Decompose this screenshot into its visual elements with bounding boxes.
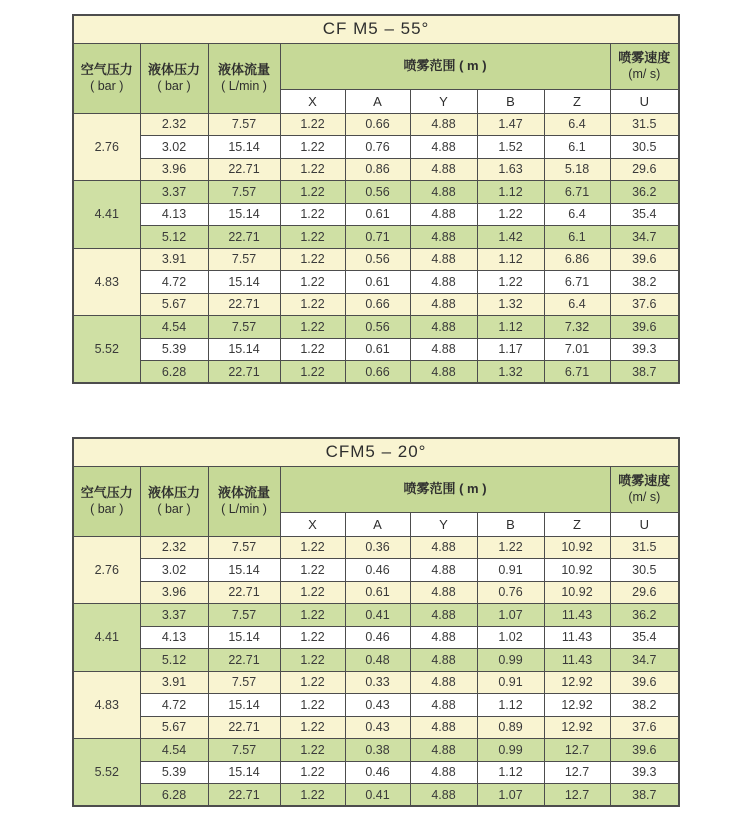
- data-cell: 0.61: [345, 271, 410, 294]
- data-cell: 22.71: [208, 716, 280, 739]
- data-cell: 3.96: [140, 581, 208, 604]
- data-cell: 11.43: [544, 626, 610, 649]
- data-cell: 1.22: [280, 559, 345, 582]
- data-cell: 7.57: [208, 671, 280, 694]
- data-cell: 1.22: [280, 226, 345, 249]
- data-cell: 0.61: [345, 338, 410, 361]
- data-cell: 15.14: [208, 761, 280, 784]
- data-cell: 1.22: [280, 271, 345, 294]
- table-title: CF M5 – 55°: [73, 15, 679, 43]
- air-pressure-unit: ( bar ): [90, 79, 124, 94]
- col-header-air-pressure: [73, 43, 140, 113]
- table-row: [73, 671, 679, 694]
- data-cell: 29.6: [610, 158, 679, 181]
- col-header-liquid-pressure: [140, 466, 208, 536]
- data-cell: 1.22: [280, 316, 345, 339]
- table-row: [73, 716, 679, 739]
- data-cell: 30.5: [610, 559, 679, 582]
- data-cell: 22.71: [208, 226, 280, 249]
- data-cell: 29.6: [610, 581, 679, 604]
- air-pressure-cell: 4.83: [73, 671, 140, 739]
- col-header-spray-range: 喷雾范围 ( m ): [280, 43, 610, 89]
- data-cell: 0.66: [345, 113, 410, 136]
- data-cell: 7.57: [208, 248, 280, 271]
- data-cell: 1.22: [280, 136, 345, 159]
- data-cell: 4.88: [410, 113, 477, 136]
- data-cell: 0.41: [345, 784, 410, 807]
- data-cell: 4.88: [410, 559, 477, 582]
- data-cell: 1.12: [477, 316, 544, 339]
- data-cell: 1.22: [477, 203, 544, 226]
- data-cell: 6.71: [544, 181, 610, 204]
- air-pressure-cell: 4.83: [73, 248, 140, 316]
- data-cell: 30.5: [610, 136, 679, 159]
- data-cell: 6.71: [544, 361, 610, 384]
- data-cell: 1.22: [280, 604, 345, 627]
- col-header-liquid-flow: [208, 43, 280, 113]
- data-cell: 1.52: [477, 136, 544, 159]
- sub-col-y: Y: [410, 512, 477, 536]
- data-cell: 31.5: [610, 536, 679, 559]
- data-cell: 22.71: [208, 158, 280, 181]
- data-cell: 1.22: [477, 536, 544, 559]
- data-cell: 12.92: [544, 671, 610, 694]
- data-cell: 4.54: [140, 316, 208, 339]
- table-row: [73, 158, 679, 181]
- table-body: [73, 536, 679, 806]
- data-cell: 1.22: [280, 784, 345, 807]
- data-cell: 1.32: [477, 293, 544, 316]
- data-cell: 15.14: [208, 626, 280, 649]
- spec-table-cfm5-55: [72, 14, 680, 384]
- liquid-pressure-label: 液体压力: [147, 61, 200, 77]
- sub-col-b: B: [477, 89, 544, 113]
- data-cell: 4.88: [410, 716, 477, 739]
- data-cell: 7.57: [208, 604, 280, 627]
- air-pressure-cell: 4.41: [73, 604, 140, 672]
- data-cell: 2.32: [140, 113, 208, 136]
- data-cell: 38.7: [610, 784, 679, 807]
- data-cell: 7.57: [208, 316, 280, 339]
- data-cell: 38.2: [610, 694, 679, 717]
- data-cell: 1.22: [280, 248, 345, 271]
- data-cell: 1.12: [477, 694, 544, 717]
- data-cell: 6.1: [544, 226, 610, 249]
- data-cell: 4.88: [410, 604, 477, 627]
- data-cell: 0.56: [345, 181, 410, 204]
- data-cell: 39.6: [610, 316, 679, 339]
- table-row: [73, 293, 679, 316]
- data-cell: 7.32: [544, 316, 610, 339]
- sub-col-a: A: [345, 89, 410, 113]
- data-cell: 4.72: [140, 694, 208, 717]
- data-cell: 4.54: [140, 739, 208, 762]
- data-cell: 1.22: [280, 649, 345, 672]
- data-cell: 0.61: [345, 581, 410, 604]
- col-header-spray-speed: [610, 43, 679, 89]
- data-cell: 0.36: [345, 536, 410, 559]
- air-pressure-unit: ( bar ): [90, 502, 124, 517]
- table-row: [73, 761, 679, 784]
- data-cell: 3.02: [140, 136, 208, 159]
- air-pressure-label: 空气压力: [80, 61, 133, 77]
- data-cell: 0.91: [477, 559, 544, 582]
- data-cell: 7.57: [208, 536, 280, 559]
- data-cell: 22.71: [208, 649, 280, 672]
- data-cell: 39.6: [610, 671, 679, 694]
- sub-col-b: B: [477, 512, 544, 536]
- data-cell: 4.88: [410, 536, 477, 559]
- data-cell: 4.88: [410, 649, 477, 672]
- data-cell: 38.7: [610, 361, 679, 384]
- data-cell: 36.2: [610, 604, 679, 627]
- data-cell: 4.88: [410, 761, 477, 784]
- spray-speed-label: 喷雾速度: [618, 49, 671, 65]
- data-cell: 4.13: [140, 203, 208, 226]
- data-cell: 4.88: [410, 784, 477, 807]
- data-cell: 1.22: [280, 181, 345, 204]
- data-cell: 4.88: [410, 226, 477, 249]
- table-row: [73, 784, 679, 807]
- data-cell: 4.88: [410, 739, 477, 762]
- data-cell: 4.88: [410, 158, 477, 181]
- data-cell: 4.88: [410, 248, 477, 271]
- data-cell: 1.22: [280, 761, 345, 784]
- data-cell: 1.63: [477, 158, 544, 181]
- data-cell: 1.02: [477, 626, 544, 649]
- data-cell: 6.28: [140, 784, 208, 807]
- data-cell: 3.91: [140, 248, 208, 271]
- table-row: [73, 226, 679, 249]
- table-row: [73, 203, 679, 226]
- data-cell: 10.92: [544, 559, 610, 582]
- col-header-spray-range: 喷雾范围 ( m ): [280, 466, 610, 512]
- data-cell: 7.57: [208, 181, 280, 204]
- data-cell: 11.43: [544, 649, 610, 672]
- data-cell: 0.76: [477, 581, 544, 604]
- col-header-air-pressure: [73, 466, 140, 536]
- data-cell: 0.66: [345, 293, 410, 316]
- table-row: [73, 113, 679, 136]
- data-cell: 0.66: [345, 361, 410, 384]
- data-cell: 5.18: [544, 158, 610, 181]
- data-cell: 3.02: [140, 559, 208, 582]
- data-cell: 12.7: [544, 739, 610, 762]
- data-cell: 5.12: [140, 226, 208, 249]
- data-cell: 4.88: [410, 136, 477, 159]
- data-cell: 37.6: [610, 716, 679, 739]
- data-cell: 1.42: [477, 226, 544, 249]
- table-row: [73, 739, 679, 762]
- data-cell: 6.4: [544, 203, 610, 226]
- data-cell: 1.17: [477, 338, 544, 361]
- air-pressure-cell: 2.76: [73, 113, 140, 181]
- data-cell: 2.32: [140, 536, 208, 559]
- data-cell: 35.4: [610, 203, 679, 226]
- sub-col-u: U: [610, 89, 679, 113]
- data-cell: 12.7: [544, 761, 610, 784]
- data-cell: 0.61: [345, 203, 410, 226]
- data-cell: 3.91: [140, 671, 208, 694]
- data-cell: 15.14: [208, 136, 280, 159]
- data-cell: 0.71: [345, 226, 410, 249]
- table-row: [73, 181, 679, 204]
- sub-col-x: X: [280, 89, 345, 113]
- data-cell: 37.6: [610, 293, 679, 316]
- data-cell: 6.71: [544, 271, 610, 294]
- data-cell: 0.56: [345, 316, 410, 339]
- data-cell: 1.07: [477, 604, 544, 627]
- data-cell: 1.22: [280, 113, 345, 136]
- data-cell: 1.22: [280, 694, 345, 717]
- data-cell: 6.4: [544, 113, 610, 136]
- data-cell: 3.37: [140, 604, 208, 627]
- table-title-row: [73, 438, 679, 466]
- sub-col-u: U: [610, 512, 679, 536]
- air-pressure-cell: 5.52: [73, 316, 140, 384]
- data-cell: 34.7: [610, 649, 679, 672]
- data-cell: 0.43: [345, 694, 410, 717]
- data-cell: 31.5: [610, 113, 679, 136]
- data-cell: 0.99: [477, 649, 544, 672]
- data-cell: 1.22: [280, 536, 345, 559]
- liquid-flow-label: 液体流量: [217, 61, 270, 77]
- liquid-pressure-label: 液体压力: [147, 484, 200, 500]
- data-cell: 12.92: [544, 716, 610, 739]
- data-cell: 1.22: [280, 671, 345, 694]
- data-cell: 0.86: [345, 158, 410, 181]
- table-title-row: [73, 15, 679, 43]
- data-cell: 6.28: [140, 361, 208, 384]
- data-cell: 22.71: [208, 784, 280, 807]
- data-cell: 5.39: [140, 761, 208, 784]
- data-cell: 0.91: [477, 671, 544, 694]
- data-cell: 1.47: [477, 113, 544, 136]
- data-cell: 0.38: [345, 739, 410, 762]
- sub-col-z: Z: [544, 89, 610, 113]
- data-cell: 1.22: [280, 338, 345, 361]
- col-header-spray-speed: [610, 466, 679, 512]
- data-cell: 4.88: [410, 581, 477, 604]
- sub-col-z: Z: [544, 512, 610, 536]
- data-cell: 5.67: [140, 716, 208, 739]
- data-cell: 0.46: [345, 559, 410, 582]
- table-row: [73, 694, 679, 717]
- data-cell: 0.56: [345, 248, 410, 271]
- data-cell: 15.14: [208, 694, 280, 717]
- table-row: [73, 536, 679, 559]
- data-cell: 1.12: [477, 761, 544, 784]
- data-cell: 3.96: [140, 158, 208, 181]
- data-cell: 12.92: [544, 694, 610, 717]
- data-cell: 1.22: [280, 203, 345, 226]
- data-cell: 35.4: [610, 626, 679, 649]
- data-cell: 39.3: [610, 338, 679, 361]
- data-cell: 39.6: [610, 248, 679, 271]
- data-cell: 1.22: [280, 293, 345, 316]
- data-cell: 38.2: [610, 271, 679, 294]
- data-cell: 4.88: [410, 671, 477, 694]
- table-row: [73, 361, 679, 384]
- table-title: CFM5 – 20°: [73, 438, 679, 466]
- air-pressure-label: 空气压力: [80, 484, 133, 500]
- air-pressure-cell: 2.76: [73, 536, 140, 604]
- data-cell: 39.6: [610, 739, 679, 762]
- air-pressure-cell: 5.52: [73, 739, 140, 807]
- data-cell: 5.12: [140, 649, 208, 672]
- table-row: [73, 271, 679, 294]
- data-cell: 15.14: [208, 203, 280, 226]
- data-cell: 4.88: [410, 338, 477, 361]
- data-cell: 39.3: [610, 761, 679, 784]
- table-row: [73, 338, 679, 361]
- header-row-main: [73, 466, 679, 512]
- sub-col-y: Y: [410, 89, 477, 113]
- data-cell: 1.22: [280, 581, 345, 604]
- header-row-main: [73, 43, 679, 89]
- data-cell: 4.88: [410, 203, 477, 226]
- data-cell: 0.46: [345, 761, 410, 784]
- data-cell: 36.2: [610, 181, 679, 204]
- data-cell: 22.71: [208, 361, 280, 384]
- data-cell: 3.37: [140, 181, 208, 204]
- liquid-pressure-unit: ( bar ): [157, 502, 191, 517]
- data-cell: 1.12: [477, 248, 544, 271]
- data-cell: 1.07: [477, 784, 544, 807]
- air-pressure-cell: 4.41: [73, 181, 140, 249]
- liquid-flow-unit: ( L/min ): [221, 79, 267, 94]
- data-cell: 1.32: [477, 361, 544, 384]
- data-cell: 15.14: [208, 271, 280, 294]
- data-cell: 5.39: [140, 338, 208, 361]
- data-cell: 4.88: [410, 694, 477, 717]
- data-cell: 4.88: [410, 293, 477, 316]
- liquid-pressure-unit: ( bar ): [157, 79, 191, 94]
- data-cell: 0.41: [345, 604, 410, 627]
- table-row: [73, 316, 679, 339]
- sub-col-a: A: [345, 512, 410, 536]
- data-cell: 4.88: [410, 181, 477, 204]
- data-cell: 1.22: [280, 739, 345, 762]
- data-cell: 15.14: [208, 559, 280, 582]
- data-cell: 0.99: [477, 739, 544, 762]
- data-cell: 4.72: [140, 271, 208, 294]
- spec-table-cfm5-20: [72, 437, 680, 807]
- spray-speed-unit: (m/ s): [628, 67, 661, 82]
- data-cell: 7.01: [544, 338, 610, 361]
- data-cell: 1.22: [280, 361, 345, 384]
- table-row: [73, 559, 679, 582]
- data-cell: 1.22: [280, 158, 345, 181]
- data-cell: 6.86: [544, 248, 610, 271]
- data-cell: 0.76: [345, 136, 410, 159]
- data-cell: 6.1: [544, 136, 610, 159]
- table-row: [73, 248, 679, 271]
- data-cell: 15.14: [208, 338, 280, 361]
- data-cell: 4.88: [410, 271, 477, 294]
- data-cell: 34.7: [610, 226, 679, 249]
- col-header-liquid-pressure: [140, 43, 208, 113]
- table-row: [73, 604, 679, 627]
- data-cell: 4.88: [410, 626, 477, 649]
- data-cell: 0.33: [345, 671, 410, 694]
- liquid-flow-label: 液体流量: [217, 484, 270, 500]
- table-row: [73, 581, 679, 604]
- data-cell: 7.57: [208, 113, 280, 136]
- data-cell: 0.89: [477, 716, 544, 739]
- data-cell: 7.57: [208, 739, 280, 762]
- sub-col-x: X: [280, 512, 345, 536]
- col-header-liquid-flow: [208, 466, 280, 536]
- data-cell: 22.71: [208, 581, 280, 604]
- data-cell: 0.46: [345, 626, 410, 649]
- liquid-flow-unit: ( L/min ): [221, 502, 267, 517]
- data-cell: 6.4: [544, 293, 610, 316]
- table-row: [73, 649, 679, 672]
- data-cell: 11.43: [544, 604, 610, 627]
- data-cell: 0.43: [345, 716, 410, 739]
- data-cell: 10.92: [544, 536, 610, 559]
- table-body: [73, 113, 679, 383]
- data-cell: 12.7: [544, 784, 610, 807]
- data-cell: 10.92: [544, 581, 610, 604]
- data-cell: 1.22: [280, 716, 345, 739]
- table-row: [73, 136, 679, 159]
- data-cell: 1.12: [477, 181, 544, 204]
- spray-speed-unit: (m/ s): [628, 490, 661, 505]
- spray-speed-label: 喷雾速度: [618, 472, 671, 488]
- data-cell: 0.48: [345, 649, 410, 672]
- data-cell: 4.88: [410, 361, 477, 384]
- table-row: [73, 626, 679, 649]
- data-cell: 5.67: [140, 293, 208, 316]
- data-cell: 4.88: [410, 316, 477, 339]
- data-cell: 4.13: [140, 626, 208, 649]
- data-cell: 22.71: [208, 293, 280, 316]
- data-cell: 1.22: [280, 626, 345, 649]
- data-cell: 1.22: [477, 271, 544, 294]
